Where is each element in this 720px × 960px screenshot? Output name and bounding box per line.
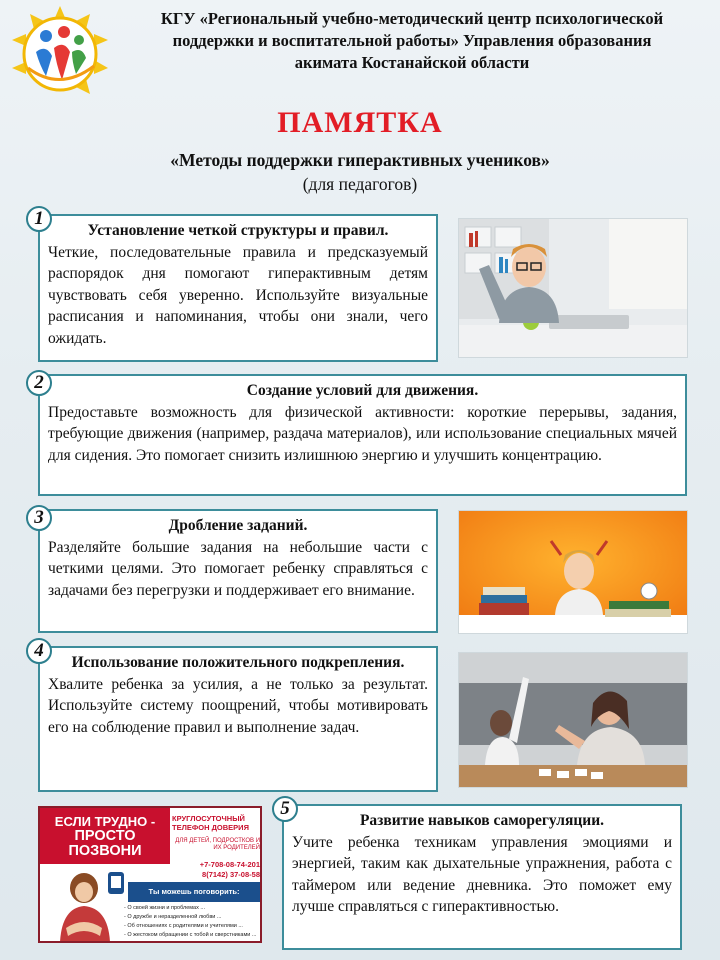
section-heading: Дробление заданий. — [168, 517, 308, 534]
phone-icon — [106, 870, 126, 896]
photo-child-high-five-with-mother — [458, 652, 688, 788]
poster-talk-heading: Ты можешь поговорить: — [128, 882, 260, 902]
section-card-3 — [38, 509, 438, 633]
organization-name — [112, 8, 712, 74]
section-number-badge: 3 — [26, 505, 52, 531]
photo-boy-with-glasses — [458, 218, 688, 358]
section-card-2 — [38, 374, 687, 496]
org-line-1: КГУ «Региональный учебно-методический центр психологической — [160, 9, 664, 28]
list-item: - О жестоком обращении с тобой и сверстниками ... — [124, 932, 257, 938]
org-line-2: поддержки и воспитательной работы» Управления образования — [172, 31, 652, 50]
section-text: Разделяйте большие задания на небольшие части с четкими целями. Это помогает ребенку справляться с задачами без перегрузки и поддерживает его внимание. — [48, 538, 428, 599]
poster-phones — [136, 860, 260, 880]
organization-logo — [6, 4, 114, 104]
section-heading: Установление четкой структуры и правил. — [87, 222, 389, 239]
list-item: - О дружбе и неразделенной любви ... — [124, 914, 222, 920]
section-heading: Использование положительного подкрепления. — [71, 654, 405, 671]
section-card-5 — [282, 804, 682, 950]
section-text: Учите ребенка техникам управления эмоциями и энергией, таким как дыхательные упражнения, работа с таймером или ведение дневника. Это поможет ему лучше справляться с гиперактивностью. — [292, 833, 672, 915]
poster-phone-1: +7-708-08-74-201 — [199, 860, 260, 869]
section-heading: Создание условий для движения. — [246, 382, 479, 399]
poster-hotline: КРУГЛОСУТОЧНЫЙ ТЕЛЕФОН ДОВЕРИЯ — [172, 814, 249, 832]
section-text: Хвалите ребенка за усилия, а не только за результат. Используйте систему поощрений, чтобы мотивировать его на соблюдение правил и выполнение задач. — [48, 675, 428, 736]
page-subtitle: «Методы поддержки гиперактивных учеников» — [170, 150, 550, 170]
section-number-badge: 2 — [26, 370, 52, 396]
poster-phone-2: 8(7142) 37-08-58 — [202, 870, 260, 879]
section-number-badge: 5 — [272, 796, 298, 822]
section-number-badge: 4 — [26, 638, 52, 664]
poster-banner-line-2: ПРОСТО ПОЗВОНИ — [68, 828, 142, 859]
poster-banner-line-1: ЕСЛИ ТРУДНО - — [54, 814, 156, 829]
section-text: Четкие, последовательные правила и предсказуемый распорядок дня помогают гиперактивным детям чувствовать себя уверенно. Используйте визуальные расписания и напоминания, чтобы они знали, чего ожидать. — [48, 243, 428, 347]
poster-banner — [40, 808, 170, 864]
poster-tag: ДЛЯ ДЕТЕЙ, ПОДРОСТКОВ И ИХ РОДИТЕЛЕЙ — [175, 838, 260, 851]
list-item: - О своей жизни и проблемах ... — [124, 905, 205, 911]
audience-label: (для педагогов) — [302, 174, 418, 194]
section-heading: Развитие навыков саморегуляции. — [359, 812, 605, 829]
poster-topics-list — [124, 904, 256, 940]
photo-girl-with-books — [458, 510, 688, 634]
page-title: ПАМЯТКА — [277, 106, 443, 139]
org-line-3: акимата Костанайской области — [294, 53, 530, 72]
section-card-4 — [38, 646, 438, 792]
section-card-1 — [38, 214, 438, 362]
list-item: - Об отношениях с родителями и учителями ... — [124, 923, 243, 929]
section-text: Предоставьте возможность для физической активности: короткие перерывы, задания, требующие движения (например, раздача материалов), или использование специальных мячей для сидения. Это помогает снизить излишнюю энергию и улучшить концентрацию. — [48, 403, 677, 464]
helpline-poster — [38, 806, 262, 943]
section-number-badge: 1 — [26, 206, 52, 232]
